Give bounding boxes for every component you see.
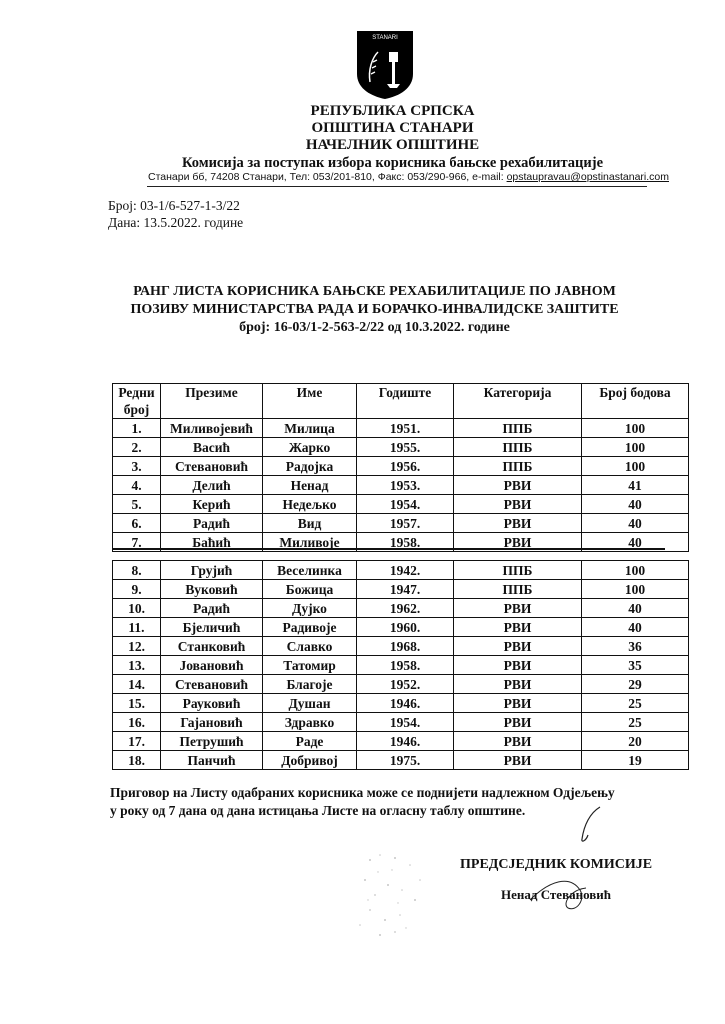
cell-name: Раде <box>263 732 357 751</box>
cell-year: 1942. <box>357 561 454 580</box>
crest-text: STANARI <box>372 35 398 41</box>
cell-rank: 12. <box>113 637 161 656</box>
document-title-line1: РАНГ ЛИСТА КОРИСНИКА БАЊСКЕ РЕХАБИЛИТАЦИЈЕ ПО ЈАВНОМ <box>133 284 616 299</box>
table-row <box>113 675 689 694</box>
cell-category: ППБ <box>454 457 582 476</box>
objection-note-line1: Приговор на Листу одабраних корисника може се поднијети надлежном Одјељењу <box>110 785 615 800</box>
cell-year: 1962. <box>357 599 454 618</box>
table-row <box>113 599 689 618</box>
cell-year: 1957. <box>357 514 454 533</box>
cell-name: Славко <box>263 637 357 656</box>
cell-points: 40 <box>582 599 689 618</box>
cell-rank: 1. <box>113 419 161 438</box>
cell-category: РВИ <box>454 675 582 694</box>
cell-name: Вид <box>263 514 357 533</box>
municipality-crest-icon <box>356 30 414 100</box>
signature-role: ПРЕДСЈЕДНИК КОМИСИЈЕ <box>460 857 653 872</box>
cell-name: Веселинка <box>263 561 357 580</box>
cell-year: 1956. <box>357 457 454 476</box>
cell-category: РВИ <box>454 732 582 751</box>
cell-surname: Керић <box>161 495 263 514</box>
cell-surname: Васић <box>161 438 263 457</box>
cell-category: ППБ <box>454 561 582 580</box>
header-municipality: ОПШТИНА СТАНАРИ <box>311 120 474 136</box>
cell-year: 1947. <box>357 580 454 599</box>
cell-name: Жарко <box>263 438 357 457</box>
address-text: Станари бб, 74208 Станари, Тел: 053/201-810, Факс: 053/290-966, e-mail: <box>148 171 507 183</box>
cell-year: 1953. <box>357 476 454 495</box>
cell-category: РВИ <box>454 694 582 713</box>
table-row <box>113 751 689 770</box>
cell-category: ППБ <box>454 419 582 438</box>
cell-category: РВИ <box>454 618 582 637</box>
cell-year: 1946. <box>357 732 454 751</box>
col-header-year: Годиште <box>357 384 454 419</box>
cell-rank: 13. <box>113 656 161 675</box>
cell-rank: 18. <box>113 751 161 770</box>
cell-surname: Стевановић <box>161 675 263 694</box>
cell-name: Недељко <box>263 495 357 514</box>
cell-name: Радивоје <box>263 618 357 637</box>
cell-name: Милица <box>263 419 357 438</box>
cell-surname: Делић <box>161 476 263 495</box>
document-date: Дана: 13.5.2022. године <box>108 215 244 230</box>
cell-year: 1975. <box>357 751 454 770</box>
cell-year: 1968. <box>357 637 454 656</box>
table-row <box>113 495 689 514</box>
cell-rank: 11. <box>113 618 161 637</box>
cell-year: 1960. <box>357 618 454 637</box>
cell-category: РВИ <box>454 514 582 533</box>
cell-category: РВИ <box>454 751 582 770</box>
cell-points: 29 <box>582 675 689 694</box>
cell-year: 1958. <box>357 533 454 552</box>
cell-rank: 9. <box>113 580 161 599</box>
document-title-line3: број: 16-03/1-2-563-2/22 од 10.3.2022. године <box>239 320 510 335</box>
header-republic: РЕПУБЛИКА СРПСКА <box>310 103 475 119</box>
cell-rank: 16. <box>113 713 161 732</box>
cell-rank: 14. <box>113 675 161 694</box>
cell-rank: 3. <box>113 457 161 476</box>
table-row <box>113 476 689 495</box>
document-title-line2: ПОЗИВУ МИНИСТАРСТВА РАДА И БОРАЧКО-ИНВАЛИДСКЕ ЗАШТИТЕ <box>130 302 619 317</box>
table-row <box>113 732 689 751</box>
cell-category: РВИ <box>454 713 582 732</box>
cell-surname: Јовановић <box>161 656 263 675</box>
cell-rank: 4. <box>113 476 161 495</box>
col-header-category: Категорија <box>454 384 582 419</box>
cell-category: РВИ <box>454 495 582 514</box>
cell-name: Миливоје <box>263 533 357 552</box>
rank-table-group2 <box>112 560 689 770</box>
col-header-surname: Презиме <box>161 384 263 419</box>
cell-surname: Панчић <box>161 751 263 770</box>
cell-points: 41 <box>582 476 689 495</box>
table-body-group2 <box>113 561 689 770</box>
signature-stroke-icon <box>560 805 610 845</box>
table-row <box>113 580 689 599</box>
cell-rank: 5. <box>113 495 161 514</box>
cell-points: 100 <box>582 438 689 457</box>
cell-surname: Вуковић <box>161 580 263 599</box>
cell-rank: 6. <box>113 514 161 533</box>
cell-rank: 7. <box>113 533 161 552</box>
cell-category: РВИ <box>454 533 582 552</box>
cell-category: РВИ <box>454 599 582 618</box>
cell-rank: 8. <box>113 561 161 580</box>
objection-note-line2: у року од 7 дана од дана истицања Листе на огласну таблу општине. <box>110 803 526 818</box>
cell-rank: 15. <box>113 694 161 713</box>
cell-year: 1954. <box>357 713 454 732</box>
cell-points: 40 <box>582 495 689 514</box>
table-body-group1 <box>113 419 689 552</box>
cell-category: ППБ <box>454 438 582 457</box>
rank-table-group1 <box>112 383 689 552</box>
header-divider <box>147 186 647 187</box>
cell-surname: Гајановић <box>161 713 263 732</box>
cell-name: Благоје <box>263 675 357 694</box>
header-office: НАЧЕЛНИК ОПШТИНЕ <box>305 137 480 153</box>
document-number: Број: 03-1/6-527-1-3/22 <box>108 198 240 213</box>
email-link[interactable]: opstaupravau@opstinastanari.com <box>506 171 669 183</box>
cell-points: 100 <box>582 580 689 599</box>
table-row <box>113 713 689 732</box>
table-row <box>113 618 689 637</box>
cell-points: 100 <box>582 457 689 476</box>
cell-year: 1958. <box>357 656 454 675</box>
cell-points: 100 <box>582 419 689 438</box>
table-row <box>113 656 689 675</box>
cell-category: РВИ <box>454 637 582 656</box>
table-row <box>113 561 689 580</box>
cell-surname: Радић <box>161 514 263 533</box>
cell-year: 1946. <box>357 694 454 713</box>
signature-name: Ненад Стевановић <box>501 887 611 902</box>
group-separator <box>112 548 665 550</box>
cell-surname: Грујић <box>161 561 263 580</box>
table-header-row <box>113 384 689 419</box>
table-row <box>113 514 689 533</box>
cell-surname: Миливојевић <box>161 419 263 438</box>
cell-name: Ненад <box>263 476 357 495</box>
cell-year: 1955. <box>357 438 454 457</box>
cell-year: 1951. <box>357 419 454 438</box>
table-row <box>113 637 689 656</box>
cell-name: Дујко <box>263 599 357 618</box>
cell-rank: 10. <box>113 599 161 618</box>
cell-rank: 2. <box>113 438 161 457</box>
cell-surname: Радић <box>161 599 263 618</box>
cell-year: 1952. <box>357 675 454 694</box>
cell-name: Душан <box>263 694 357 713</box>
cell-points: 36 <box>582 637 689 656</box>
cell-points: 25 <box>582 713 689 732</box>
cell-points: 35 <box>582 656 689 675</box>
cell-points: 40 <box>582 514 689 533</box>
cell-points: 40 <box>582 533 689 552</box>
cell-name: Радојка <box>263 457 357 476</box>
cell-category: РВИ <box>454 656 582 675</box>
cell-points: 25 <box>582 694 689 713</box>
cell-year: 1954. <box>357 495 454 514</box>
cell-surname: Бјеличић <box>161 618 263 637</box>
cell-points: 40 <box>582 618 689 637</box>
cell-surname: Станковић <box>161 637 263 656</box>
cell-surname: Рауковић <box>161 694 263 713</box>
stamp-icon <box>340 840 450 950</box>
cell-category: ППБ <box>454 580 582 599</box>
cell-points: 19 <box>582 751 689 770</box>
cell-name: Божица <box>263 580 357 599</box>
header-commission: Комисија за поступак избора корисника бањске рехабилитације <box>181 155 604 171</box>
cell-surname: Бaћић <box>161 533 263 552</box>
table-row <box>113 694 689 713</box>
cell-name: Здравко <box>263 713 357 732</box>
table-row <box>113 457 689 476</box>
cell-category: РВИ <box>454 476 582 495</box>
col-header-points: Број бодова <box>582 384 689 419</box>
cell-rank: 17. <box>113 732 161 751</box>
table-row <box>113 438 689 457</box>
col-header-rank: Редни број <box>113 384 161 419</box>
cell-surname: Стевановић <box>161 457 263 476</box>
cell-name: Добривој <box>263 751 357 770</box>
header-address <box>148 171 669 183</box>
table-row <box>113 419 689 438</box>
cell-surname: Петрушић <box>161 732 263 751</box>
col-header-name: Име <box>263 384 357 419</box>
cell-name: Татомир <box>263 656 357 675</box>
cell-points: 20 <box>582 732 689 751</box>
cell-points: 100 <box>582 561 689 580</box>
